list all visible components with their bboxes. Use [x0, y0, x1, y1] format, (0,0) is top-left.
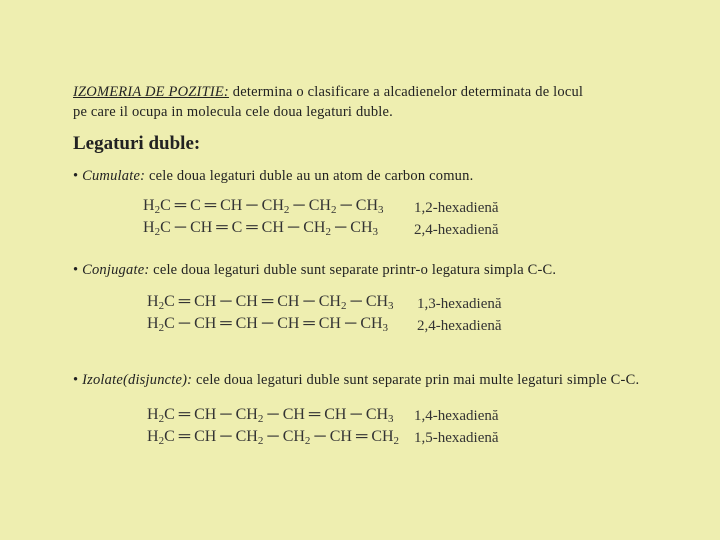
names-block-izolate: [414, 405, 499, 449]
compound-name: 2,4-hexadienă: [414, 222, 499, 238]
names-block-cumulate: [414, 197, 499, 241]
compound-name: 1,2-hexadienă: [414, 200, 499, 216]
formula-line: $H_2C$ ─ CH ═ CH ─ CH ═ CH ─ $CH_3$: [147, 315, 389, 334]
bullet-cumulate: [73, 168, 473, 185]
section-heading: Legaturi duble:: [73, 133, 201, 154]
intro-text-line2: pe care il ocupa in molecula cele doua legaturi duble.: [73, 104, 393, 120]
bullet-desc: cele doua legaturi duble au un atom de carbon comun.: [145, 168, 474, 184]
bullet-mark: •: [73, 372, 79, 388]
formula-block-cumulate: [143, 195, 384, 239]
formula-line: $H_2C$ ═ CH ─ $CH_2$ ─ CH ═ CH ─ $CH_3$: [147, 406, 394, 425]
intro-term: IZOMERIA DE POZITIE:: [73, 84, 229, 100]
compound-name: 1,4-hexadienă: [414, 408, 499, 424]
formula-line: $H_2C$ ─ CH ═ C ═ CH ─ $CH_2$ ─ $CH_3$: [143, 219, 378, 238]
intro-paragraph: [73, 82, 583, 122]
bullet-mark: •: [73, 168, 79, 184]
bullet-izolate: [73, 372, 639, 389]
intro-text-line1: determina o clasificare a alcadienelor determinata de locul: [228, 84, 584, 100]
formula-line: $H_2C$ ═ CH ─ $CH_2$ ─ $CH_2$ ─ CH ═ $CH_2$: [147, 428, 400, 447]
formula-line: $H_2C$ ═ C ═ CH ─ $CH_2$ ─ $CH_2$ ─ $CH_3$: [143, 197, 384, 216]
bullet-mark: •: [73, 262, 79, 278]
bullet-desc: cele doua legaturi duble sunt separate printr-o legatura simpla C-C.: [149, 262, 557, 278]
bullet-term: Izolate(disjuncte):: [82, 372, 193, 388]
formula-line: $H_2C$ ═ CH ─ CH ═ CH ─ $CH_2$ ─ $CH_3$: [147, 293, 394, 312]
compound-name: 1,3-hexadienă: [417, 296, 502, 312]
bullet-desc: cele doua legaturi duble sunt separate prin mai multe legaturi simple C-C.: [192, 372, 640, 388]
bullet-term: Conjugate:: [82, 262, 150, 278]
compound-name: 2,4-hexadienă: [417, 318, 502, 334]
formula-block-izolate: [147, 404, 399, 448]
bullet-term: Cumulate:: [82, 168, 146, 184]
bullet-conjugate: [73, 262, 556, 279]
names-block-conjugate: [417, 293, 502, 337]
compound-name: 1,5-hexadienă: [414, 430, 499, 446]
formula-block-conjugate: [147, 291, 394, 335]
